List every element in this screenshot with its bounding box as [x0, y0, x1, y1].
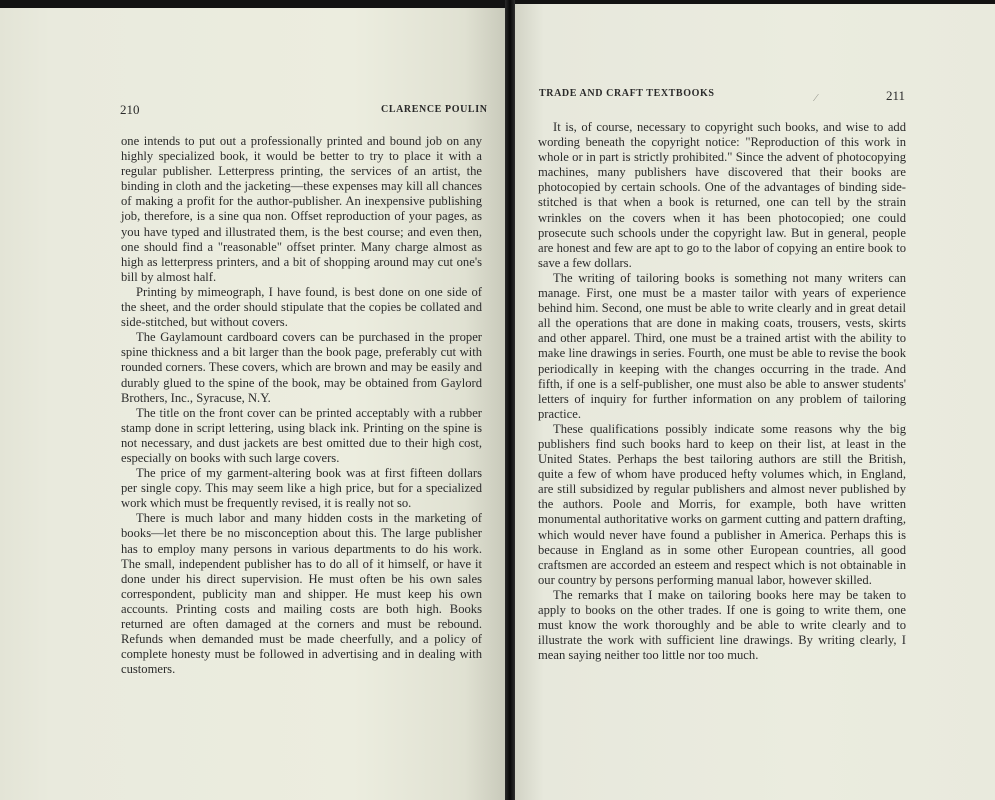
right-body-text — [538, 120, 906, 663]
right-paragraph-1: It is, of course, necessary to copyright such books, and wise to add wording beneath the copyright notice: "Reproduction of this work in whole or in part is strictly prohibited." Since the advent of photocopying machines, many publishers have discovered that their books are photocopied by certain schools. One of the advantages of binding side-stitched is that when a book is returned, one can tell by the strain wrinkles on the covers when it has been photocopied; one could prosecute such schools under the copyright law. But in general, people are honest and few are apt to go to the labor of copying an entire book to save a few dollars. — [538, 120, 906, 270]
left-body-text — [121, 134, 482, 677]
left-page-number: 210 — [120, 102, 140, 117]
left-paragraph-5: The price of my garment-altering book was at first fifteen dollars per single copy. This may seem like a high price, but for a specialized work which must be frequently revised, it is really not so. — [121, 466, 482, 511]
left-paragraph-4: The title on the front cover can be printed acceptably with a rubber stamp done in script lettering, using black ink. Printing on the spine is not necessary, and dust jackets are best omitted due to their high cost, especially on books with such large covers. — [121, 405, 482, 465]
right-running-head: TRADE AND CRAFT TEXTBOOKS — [539, 88, 715, 99]
right-page — [515, 4, 995, 800]
left-running-head: CLARENCE POULIN — [381, 104, 488, 115]
right-paragraph-2: The writing of tailoring books is something not many writers can manage. First, one must be a master tailor with years of experience behind him. Second, one must be able to write clearly and in great detail all the operations that are done in making coats, trousers, vests, skirts and other apparel. Third, one must be a trained artist with the ability to make line drawings in series. Fourth, one must be able to revise the book periodically in keeping with the changes occurring in the trade. And fifth, if one is a self-publisher, one must also be able to answer students' letters of inquiry for further information on any problem of tailoring practice. — [538, 270, 906, 421]
left-page — [0, 8, 505, 800]
left-paragraph-6: There is much labor and many hidden costs in the marketing of books—let there be no misconception about this. The large publisher has to employ many persons in various departments to do his work. The small, independent publisher has to do all of it himself, or have it done under his direct supervision. He must often be his own sales correspondent, publicity man and shipper. He must keep his own accounts. Printing costs and mailing costs are both high. Books returned are often damaged at the corners and must be rebound. Refunds when demanded must be made cheerfully, and a policy of complete honesty must be followed in advertising and in dealing with customers. — [121, 511, 482, 677]
left-paragraph-1: one intends to put out a professionally printed and bound job on any highly specialized book, it would be better to try to place it with a regular publisher. Letterpress printing, the services of an artist, the binding in cloth and the jacketing—these expenses may kill all chances of making a profit for the author-publisher. An inexpensive publishing job, therefore, is a sine qua non. Offset reproduction of your pages, as you have typed and illustrated them, is the best course; and even then, one should find a "reasonable" offset printer. Many charge almost as high as letterpress printers, and a bit of shopping around may cut one's bill by almost half. — [121, 134, 482, 284]
right-paragraph-3: These qualifications possibly indicate some reasons why the big publishers find such books hard to keep on their list, at least in the United States. Perhaps the best tailoring authors are still the British, quite a few of whom have produced hefty volumes which, in England, are still subsidized by regular publishers and almost never published by the authors. Poole and Morris, for example, both have written monumental authoritative works on garment cutting and pattern drafting, which would never have found a publisher in America. Perhaps this is because in England as in some other European countries, all good craftsmen are accorded an esteem and respect which is not obtainable in our country by persons performing manual labor, however skilled. — [538, 421, 906, 587]
right-page-number: 211 — [886, 88, 906, 103]
pencil-mark: ⁄ — [815, 92, 817, 104]
right-paragraph-4: The remarks that I make on tailoring books here may be taken to apply to books on the other trades. If one is going to write them, one must know the work thoroughly and be able to write clearly and to illustrate the work with sufficient line drawings. By writing clearly, I mean saying neither too little nor too much. — [538, 587, 906, 663]
book-gutter — [505, 0, 515, 800]
left-paragraph-2: Printing by mimeograph, I have found, is best done on one side of the sheet, and the order should stipulate that the copies be collated and side-stitched, but without covers. — [121, 284, 482, 330]
left-paragraph-3: The Gaylamount cardboard covers can be purchased in the proper spine thickness and a bit larger than the book page, preferably cut with rounded corners. These covers, which are brown and may be easily and durably glued to the spine of the book, may be obtained from Gaylord Brothers, Inc., Syracuse, N.Y. — [121, 330, 482, 405]
